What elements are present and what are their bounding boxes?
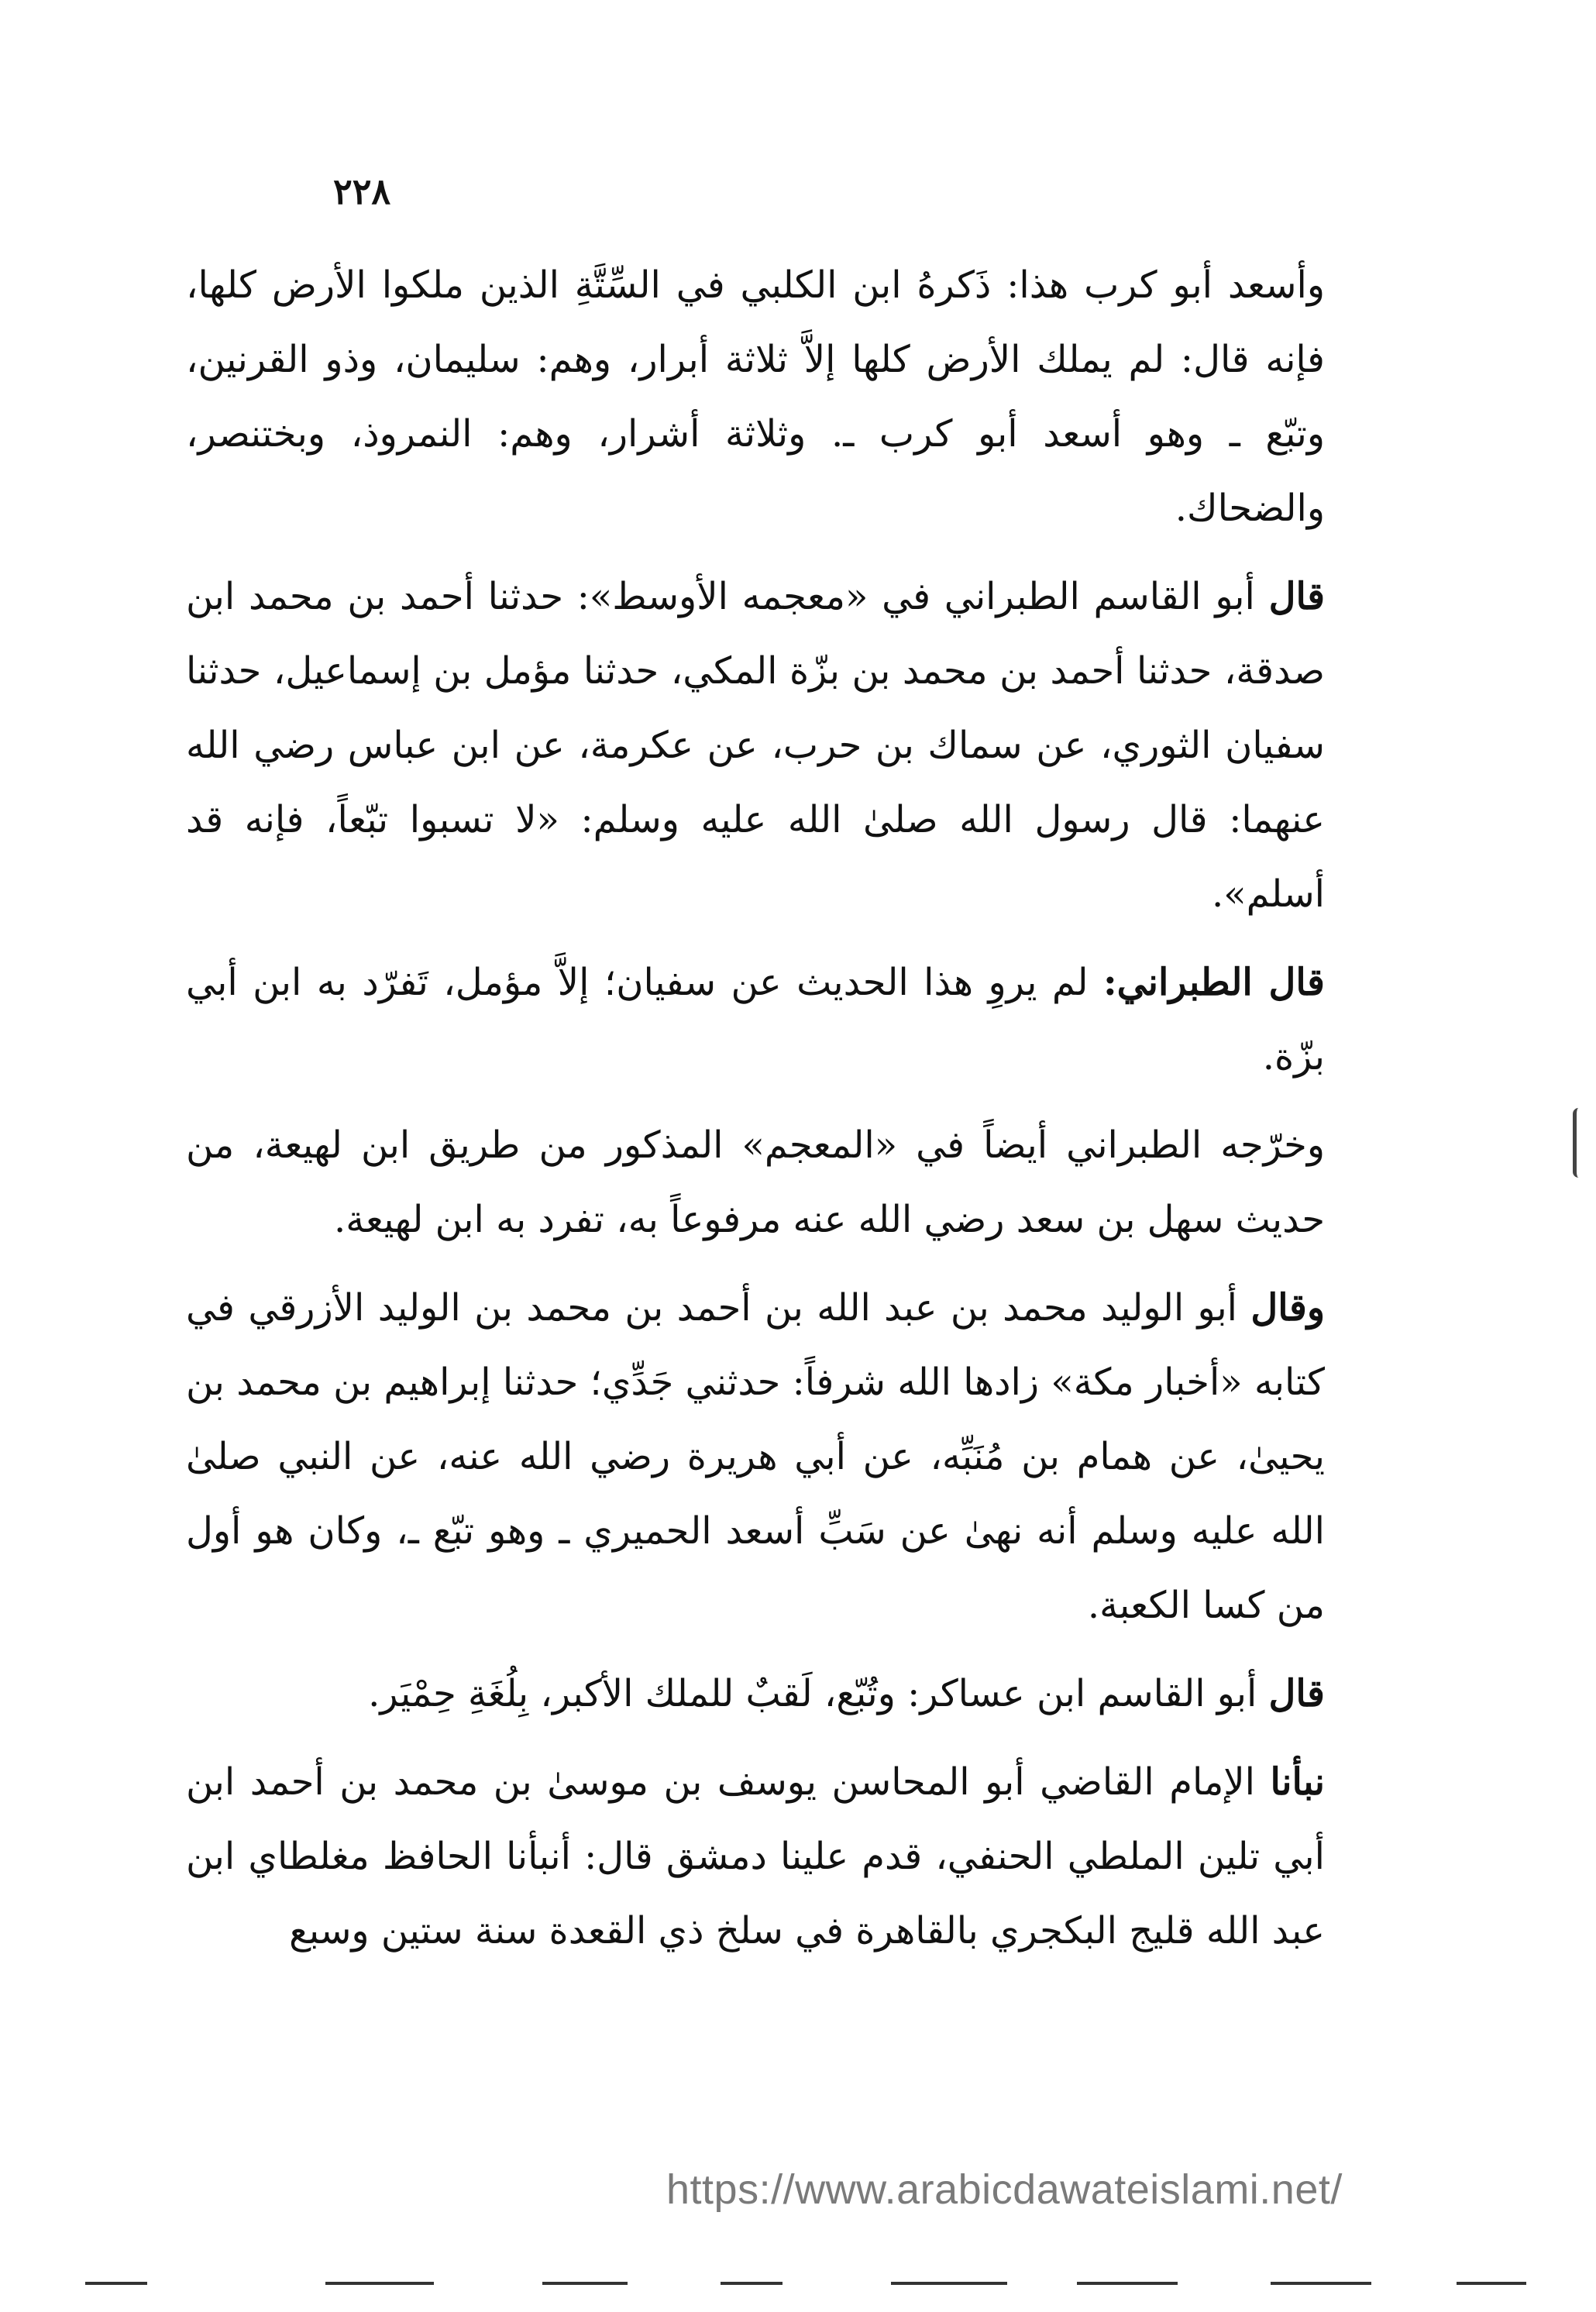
- paragraph-lead: وقال: [1250, 1286, 1325, 1330]
- paragraph-4: [186, 1108, 1395, 1257]
- paragraph-text: لم يروِ هذا الحديث عن سفيان؛ إلاَّ مؤمل، تَفرّد به ابن أبي بزّة.: [186, 961, 1325, 1079]
- paragraph-lead: نبأنا: [1270, 1760, 1325, 1804]
- paragraph-text: أبو القاسم الطبراني في «معجمه الأوسط»: حدثنا أحمد بن محمد ابن صدقة، حدثنا أحمد بن محمد بن بزّة المكي، حدثنا مؤمل بن إسماعيل، حدثنا سفيان الثوري، عن سماك بن حرب، عن عكرمة، عن ابن عباس رضي الله عنهما: قال رسول الله صلىٰ الله عليه وسلم: «لا تسبوا تبّعاً، فإنه قد أسلم».: [186, 575, 1325, 916]
- scan-bottom-rule: [542, 2282, 628, 2285]
- scan-bottom-rule: [1457, 2282, 1526, 2285]
- page-number: ٢٢٨: [333, 170, 391, 212]
- scan-bottom-rule: [325, 2282, 434, 2285]
- watermark-url: https://www.arabicdawateislami.net/: [666, 2166, 1343, 2213]
- paragraph-2: [186, 559, 1395, 931]
- paragraph-text: وأسعد أبو كرب هذا: ذَكرهُ ابن الكلبي في السِّتَّةِ الذين ملكوا الأرض كلها، فإنه قال: لم يملك الأرض كلها إلاَّ ثلاثة أبرار، وهم: سليمان، وذو القرنين، وتبّع ـ وهو أسعد أبو كرب ـ. وثلاثة أشرار، وهم: النمروذ، وبختنصر، والضحاك.: [186, 263, 1325, 530]
- scan-bottom-rule: [891, 2282, 1007, 2285]
- scan-bottom-rule: [1271, 2282, 1371, 2285]
- paragraph-lead: قال الطبراني:: [1102, 961, 1326, 1004]
- paragraph-text: وخرّجه الطبراني أيضاً في «المعجم» المذكور من طريق ابن لهيعة، من حديث سهل بن سعد رضي الله عنه مرفوعاً به، تفرد به ابن لهيعة.: [186, 1123, 1325, 1241]
- scan-bottom-rule: [721, 2282, 783, 2285]
- paragraph-1: [186, 248, 1395, 545]
- paragraph-text: أبو الوليد محمد بن عبد الله بن أحمد بن محمد بن الوليد الأزرقي في كتابه «أخبار مكة» زادها الله شرفاً: حدثني جَدِّي؛ حدثنا إبراهيم بن محمد بن يحيىٰ، عن همام بن مُنَبِّه، عن أبي هريرة رضي الله عنه، عن النبي صلىٰ الله عليه وسلم أنه نهىٰ عن سَبِّ أسعد الحميري ـ وهو تبّع ـ، وكان هو أول من كسا الكعبة.: [186, 1286, 1325, 1627]
- scan-bottom-rule: [1077, 2282, 1178, 2285]
- paragraph-6: [186, 1657, 1395, 1731]
- page-body: [186, 248, 1395, 1982]
- scan-edge-mark: [1573, 1108, 1584, 1178]
- paragraph-7: [186, 1745, 1395, 1968]
- paragraph-text: الإمام القاضي أبو المحاسن يوسف بن موسىٰ بن محمد بن أحمد ابن أبي تلين الملطي الحنفي، قدم علينا دمشق قال: أنبأنا الحافظ مغلطاي ابن عبد الله قليج البكجري بالقاهرة في سلخ ذي القعدة سنة ستين وسبع: [186, 1760, 1325, 1952]
- paragraph-3: [186, 945, 1395, 1094]
- scan-bottom-rule: [85, 2282, 147, 2285]
- paragraph-lead: قال: [1268, 1672, 1325, 1715]
- paragraph-text: أبو القاسم ابن عساكر: وتُبّع، لَقبٌ للملك الأكبر، بِلُغَةِ حِمْيَر.: [368, 1672, 1269, 1715]
- paragraph-5: [186, 1271, 1395, 1643]
- paragraph-lead: قال: [1268, 575, 1326, 618]
